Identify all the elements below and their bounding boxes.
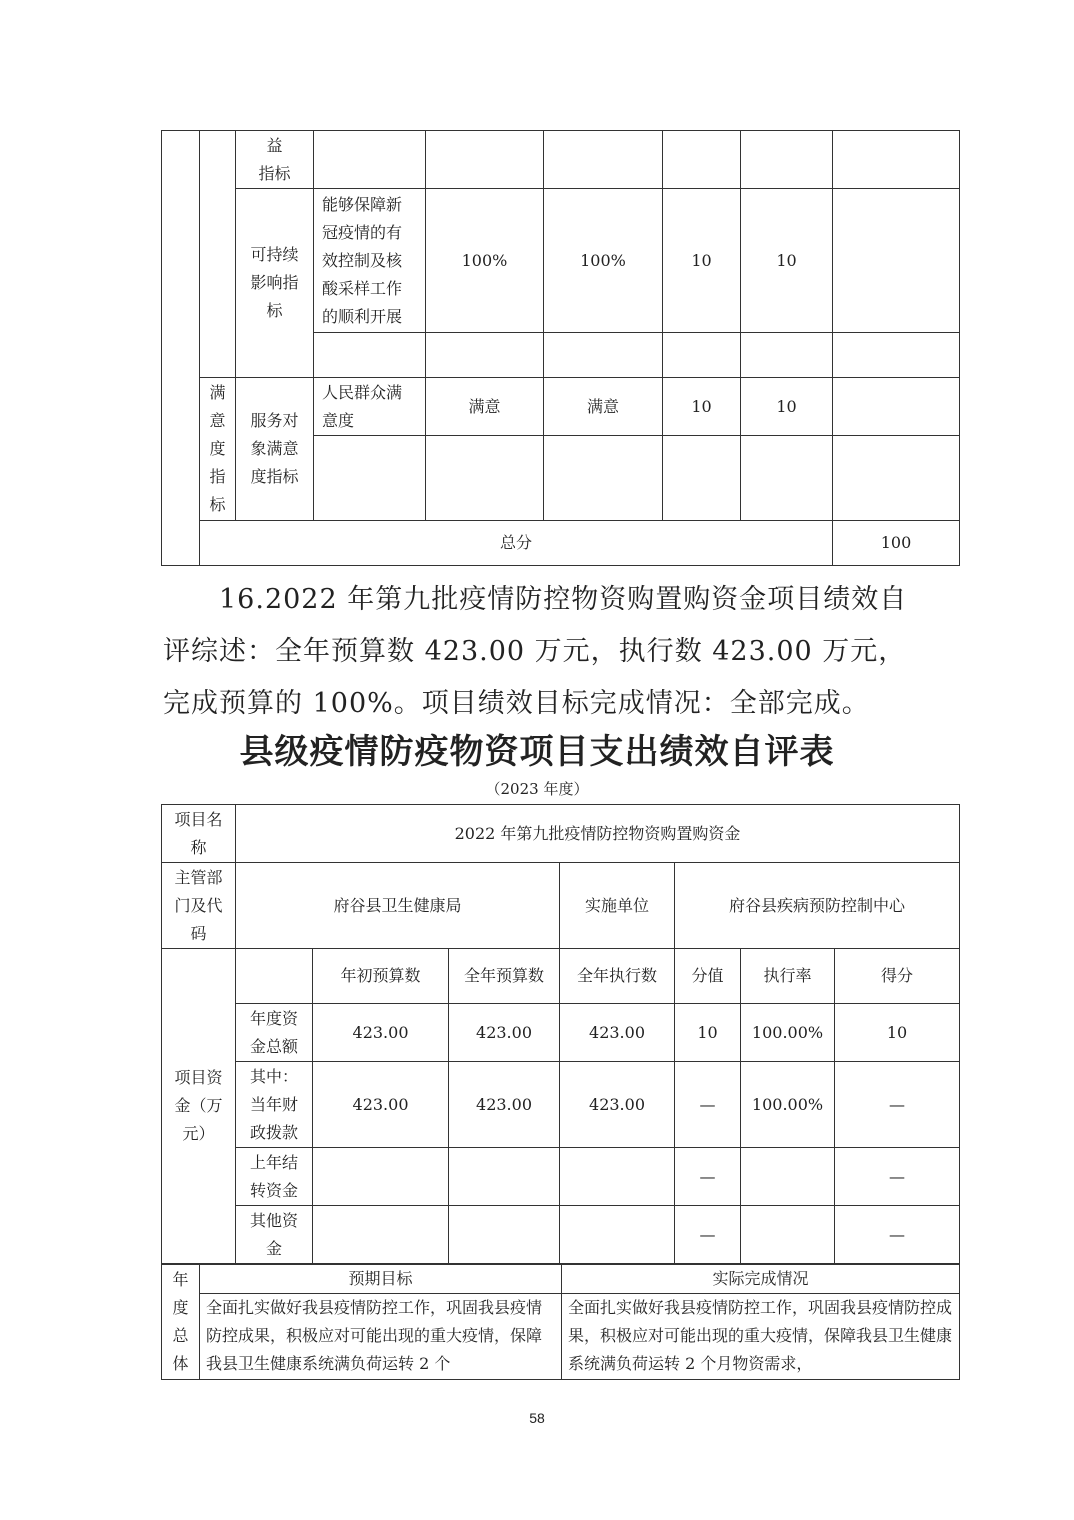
summary-paragraph: 16.2022 年第九批疫情防控物资购置购资金项目绩效自评综述：全年预算数 423.00 万元，执行数 423.00 万元，完成预算的 100%。项目绩效目标完成情况：全部完成。 <box>163 584 908 719</box>
sustain-weight: 10 <box>663 189 741 333</box>
table-cell: 423.00 <box>449 1062 560 1148</box>
project-name: 2022 年第九批疫情防控物资购置购资金 <box>236 805 960 863</box>
row-label: 其中：当年财政拨款 <box>236 1062 313 1148</box>
table-cell: — <box>675 1206 741 1264</box>
level2-cell <box>200 131 236 378</box>
actual-result-text: 全面扎实做好我县疫情防控工作，巩固我县疫情防控成果，积极应对可能出现的重大疫情，保障我县卫生健康系统满负荷运转 2 个月物资需求， <box>562 1294 960 1380</box>
table-cell <box>313 1148 449 1206</box>
total-value: 100 <box>833 521 960 566</box>
table-cell: 423.00 <box>449 1004 560 1062</box>
table-cell <box>449 1148 560 1206</box>
header-annual-budget: 全年预算数 <box>449 949 560 1004</box>
benefit-label-b: 指标 <box>258 163 291 183</box>
service-weight: 10 <box>663 378 741 436</box>
project-name-label: 项目名称 <box>162 805 236 863</box>
service-actual: 满意 <box>544 378 663 436</box>
funds-table <box>161 804 960 1264</box>
table-cell: — <box>835 1206 960 1264</box>
impl-label: 实施单位 <box>560 863 675 949</box>
overall-goal-label: 年度总体 <box>162 1265 200 1380</box>
total-label: 总分 <box>200 521 833 566</box>
sustain-actual: 100% <box>544 189 663 333</box>
sustain-score: 10 <box>741 189 833 333</box>
satisfaction-group-label: 满意度指标 <box>200 378 236 521</box>
dept-label: 主管部门及代码 <box>162 863 236 949</box>
header-initial-budget: 年初预算数 <box>313 949 449 1004</box>
table-cell: 423.00 <box>560 1004 675 1062</box>
table-cell: 100.00% <box>741 1062 835 1148</box>
sustain-desc: 能够保障新冠疫情的有效控制及核酸采样工作的顺利开展 <box>314 189 426 333</box>
table-cell: — <box>835 1148 960 1206</box>
table-cell: 423.00 <box>313 1062 449 1148</box>
table-cell: 10 <box>835 1004 960 1062</box>
page-number: 58 <box>529 1410 545 1426</box>
goals-table <box>161 1264 960 1380</box>
row-label: 上年结转资金 <box>236 1148 313 1206</box>
header-weight: 分值 <box>675 949 741 1004</box>
page-title: 县级疫情防疫物资项目支出绩效自评表 <box>239 732 835 772</box>
table-cell <box>313 1206 449 1264</box>
table-cell: 10 <box>675 1004 741 1062</box>
table-cell: 100.00% <box>741 1004 835 1062</box>
expected-goal-header: 预期目标 <box>200 1265 562 1294</box>
table-cell: — <box>675 1062 741 1148</box>
table-cell <box>560 1206 675 1264</box>
actual-result-header: 实际完成情况 <box>562 1265 960 1294</box>
table-cell <box>449 1206 560 1264</box>
indicator-table-continued <box>161 130 960 566</box>
table-cell: 423.00 <box>560 1062 675 1148</box>
header-annual-exec: 全年执行数 <box>560 949 675 1004</box>
table-cell: — <box>835 1062 960 1148</box>
year-subtitle: （2023 年度） <box>485 780 589 798</box>
expected-goal-text: 全面扎实做好我县疫情防控工作，巩固我县疫情防控成果，积极应对可能出现的重大疫情，保障我县卫生健康系统满负荷运转 2 个 <box>200 1294 562 1380</box>
table-cell: 423.00 <box>313 1004 449 1062</box>
dept-value: 府谷县卫生健康局 <box>236 863 560 949</box>
service-score: 10 <box>741 378 833 436</box>
sustain-target: 100% <box>426 189 544 333</box>
benefit-label-a: 益 <box>266 135 283 155</box>
table-cell: — <box>675 1148 741 1206</box>
row-label: 其他资金 <box>236 1206 313 1264</box>
service-label: 服务对象满意度指标 <box>236 378 314 521</box>
impl-value: 府谷县疾病预防控制中心 <box>675 863 960 949</box>
level1-cell <box>162 131 200 566</box>
service-target: 满意 <box>426 378 544 436</box>
sustain-label: 可持续影响指标 <box>236 189 314 378</box>
header-exec-rate: 执行率 <box>741 949 835 1004</box>
row-label: 年度资金总额 <box>236 1004 313 1062</box>
header-score: 得分 <box>835 949 960 1004</box>
benefit-label-cont <box>236 131 314 189</box>
table-cell <box>741 1206 835 1264</box>
funds-label: 项目资金（万元） <box>162 949 236 1264</box>
service-desc: 人民群众满意度 <box>314 378 426 436</box>
table-cell <box>560 1148 675 1206</box>
table-cell <box>741 1148 835 1206</box>
